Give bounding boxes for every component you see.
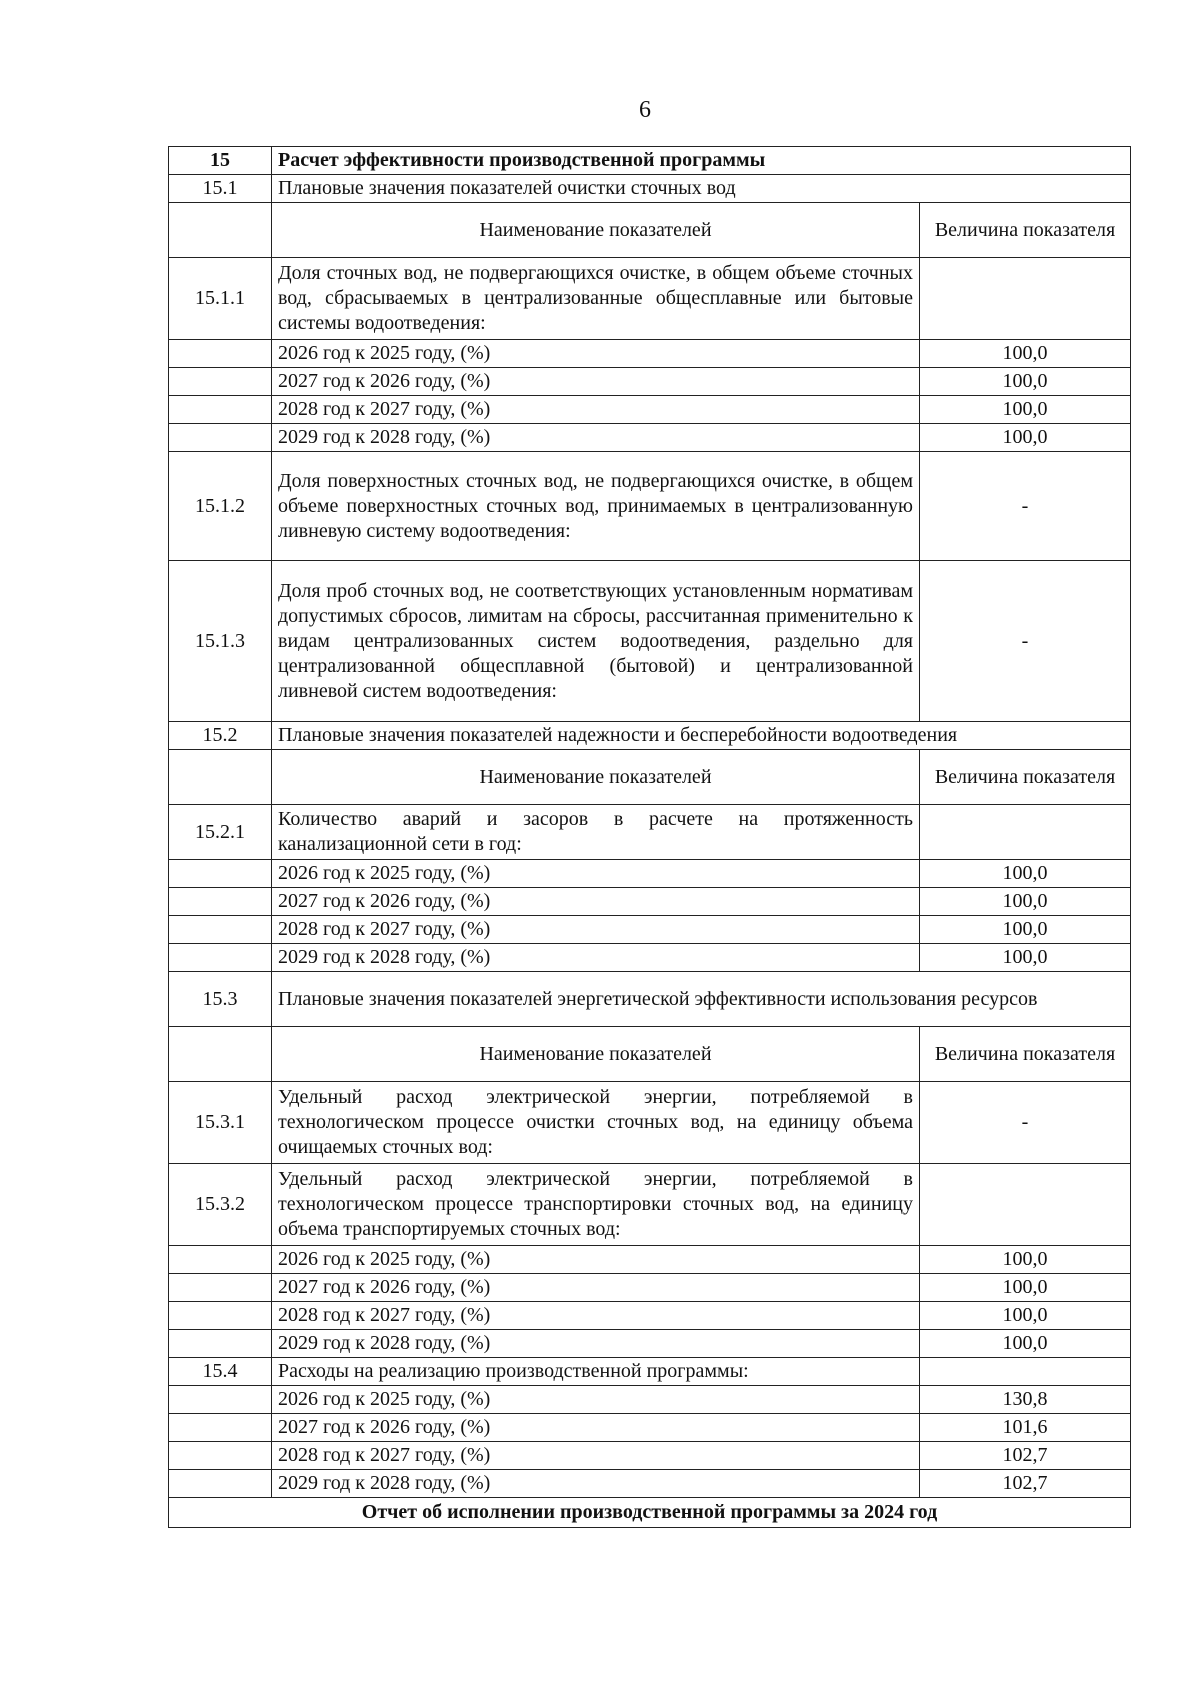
value-row <box>169 1386 1131 1414</box>
subsection-title: Расходы на реализацию производственной программы: <box>272 1358 920 1386</box>
indicator-text: Удельный расход электрической энергии, потребляемой в технологическом процессе транспортировки сточных вод, на единицу объема транспортируемых сточных вод: <box>272 1164 920 1246</box>
indicator-text: Доля проб сточных вод, не соответствующих установленным нормативам допустимых сбросов, лимитам на сбросы, рассчитанная применительно к видам централизованных систем водоотведения, раздельно для централизованной общесплавной (бытовой) и централизованной ливневой систем водоотведения: <box>272 561 920 722</box>
indicator-number: 15.3.2 <box>169 1164 272 1246</box>
value-cell: 130,8 <box>920 1386 1131 1414</box>
value-cell: 102,7 <box>920 1442 1131 1470</box>
indicator-row <box>169 452 1131 561</box>
indicator-text: Количество аварий и засоров в расчете на протяженность канализационной сети в год: <box>272 805 920 860</box>
value-label: 2026 год к 2025 году, (%) <box>272 340 920 368</box>
value-row <box>169 888 1131 916</box>
value-label: 2029 год к 2028 году, (%) <box>272 1470 920 1498</box>
value-label: 2028 год к 2027 году, (%) <box>272 1442 920 1470</box>
page-number: 6 <box>639 97 651 123</box>
value-label: 2027 год к 2026 году, (%) <box>272 888 920 916</box>
value-row <box>169 1246 1131 1274</box>
value-label: 2027 год к 2026 году, (%) <box>272 368 920 396</box>
header-row <box>169 1027 1131 1082</box>
value-label: 2029 год к 2028 году, (%) <box>272 424 920 452</box>
value-cell: 102,7 <box>920 1470 1131 1498</box>
value-cell: - <box>920 1082 1131 1164</box>
value-cell: 100,0 <box>920 340 1131 368</box>
value-row <box>169 1414 1131 1442</box>
indicator-number: 15.1.2 <box>169 452 272 561</box>
footer-row <box>169 1498 1131 1528</box>
subsection-number: 15.4 <box>169 1358 272 1386</box>
value-label: 2026 год к 2025 году, (%) <box>272 1386 920 1414</box>
header-name: Наименование показателей <box>272 750 920 805</box>
indicator-row <box>169 561 1131 722</box>
value-row <box>169 860 1131 888</box>
value-cell: 100,0 <box>920 1246 1131 1274</box>
indicator-row <box>169 805 1131 860</box>
indicator-text: Доля поверхностных сточных вод, не подвергающихся очистке, в общем объеме поверхностных сточных вод, принимаемых в централизованную ливневую систему водоотведения: <box>272 452 920 561</box>
indicator-number: 15.1.3 <box>169 561 272 722</box>
header-name: Наименование показателей <box>272 203 920 258</box>
value-row <box>169 1302 1131 1330</box>
value-cell: - <box>920 561 1131 722</box>
value-label: 2028 год к 2027 году, (%) <box>272 1302 920 1330</box>
header-value: Величина показателя <box>920 750 1131 805</box>
value-cell: 100,0 <box>920 944 1131 972</box>
value-cell: 100,0 <box>920 888 1131 916</box>
indicator-number: 15.2.1 <box>169 805 272 860</box>
value-label: 2026 год к 2025 году, (%) <box>272 860 920 888</box>
value-label: 2028 год к 2027 году, (%) <box>272 396 920 424</box>
indicator-text: Доля сточных вод, не подвергающихся очистке, в общем объеме сточных вод, сбрасываемых в централизованные общесплавные или бытовые системы водоотведения: <box>272 258 920 340</box>
indicator-number: 15.3.1 <box>169 1082 272 1164</box>
value-row <box>169 1442 1131 1470</box>
value-cell: - <box>920 452 1131 561</box>
value-row <box>169 1274 1131 1302</box>
efficiency-table <box>168 146 1131 1528</box>
value-cell: 101,6 <box>920 1414 1131 1442</box>
subsection-title: Плановые значения показателей очистки сточных вод <box>272 175 1131 203</box>
subsection-title: Плановые значения показателей энергетической эффективности использования ресурсов <box>272 972 1131 1027</box>
header-value: Величина показателя <box>920 203 1131 258</box>
subsection-row <box>169 722 1131 750</box>
value-row <box>169 1470 1131 1498</box>
value-label: 2029 год к 2028 году, (%) <box>272 1330 920 1358</box>
value-cell: 100,0 <box>920 1302 1131 1330</box>
subsection-number: 15.1 <box>169 175 272 203</box>
value-row <box>169 396 1131 424</box>
value-cell: 100,0 <box>920 916 1131 944</box>
indicator-text: Удельный расход электрической энергии, потребляемой в технологическом процессе очистки сточных вод, на единицу объема очищаемых сточных вод: <box>272 1082 920 1164</box>
value-label: 2027 год к 2026 году, (%) <box>272 1414 920 1442</box>
header-name: Наименование показателей <box>272 1027 920 1082</box>
subsection-row <box>169 175 1131 203</box>
report-footer: Отчет об исполнении производственной программы за 2024 год <box>169 1498 1131 1528</box>
value-row <box>169 1330 1131 1358</box>
subsection-number: 15.3 <box>169 972 272 1027</box>
subsection-row <box>169 1358 1131 1386</box>
indicator-number: 15.1.1 <box>169 258 272 340</box>
subsection-number: 15.2 <box>169 722 272 750</box>
value-cell: 100,0 <box>920 368 1131 396</box>
value-cell: 100,0 <box>920 1274 1131 1302</box>
value-cell: 100,0 <box>920 1330 1131 1358</box>
header-row <box>169 750 1131 805</box>
indicator-row <box>169 1082 1131 1164</box>
value-cell: 100,0 <box>920 396 1131 424</box>
value-row <box>169 368 1131 396</box>
value-row <box>169 340 1131 368</box>
header-value: Величина показателя <box>920 1027 1131 1082</box>
section-row <box>169 147 1131 175</box>
value-row <box>169 424 1131 452</box>
value-cell: 100,0 <box>920 424 1131 452</box>
value-label: 2027 год к 2026 году, (%) <box>272 1274 920 1302</box>
section-number: 15 <box>169 147 272 175</box>
value-row <box>169 916 1131 944</box>
value-label: 2028 год к 2027 году, (%) <box>272 916 920 944</box>
header-row <box>169 203 1131 258</box>
subsection-title: Плановые значения показателей надежности и бесперебойности водоотведения <box>272 722 1131 750</box>
subsection-row <box>169 972 1131 1027</box>
value-cell: 100,0 <box>920 860 1131 888</box>
value-label: 2026 год к 2025 году, (%) <box>272 1246 920 1274</box>
value-label: 2029 год к 2028 году, (%) <box>272 944 920 972</box>
indicator-row <box>169 1164 1131 1246</box>
section-title: Расчет эффективности производственной программы <box>272 147 1131 175</box>
value-row <box>169 944 1131 972</box>
indicator-row <box>169 258 1131 340</box>
